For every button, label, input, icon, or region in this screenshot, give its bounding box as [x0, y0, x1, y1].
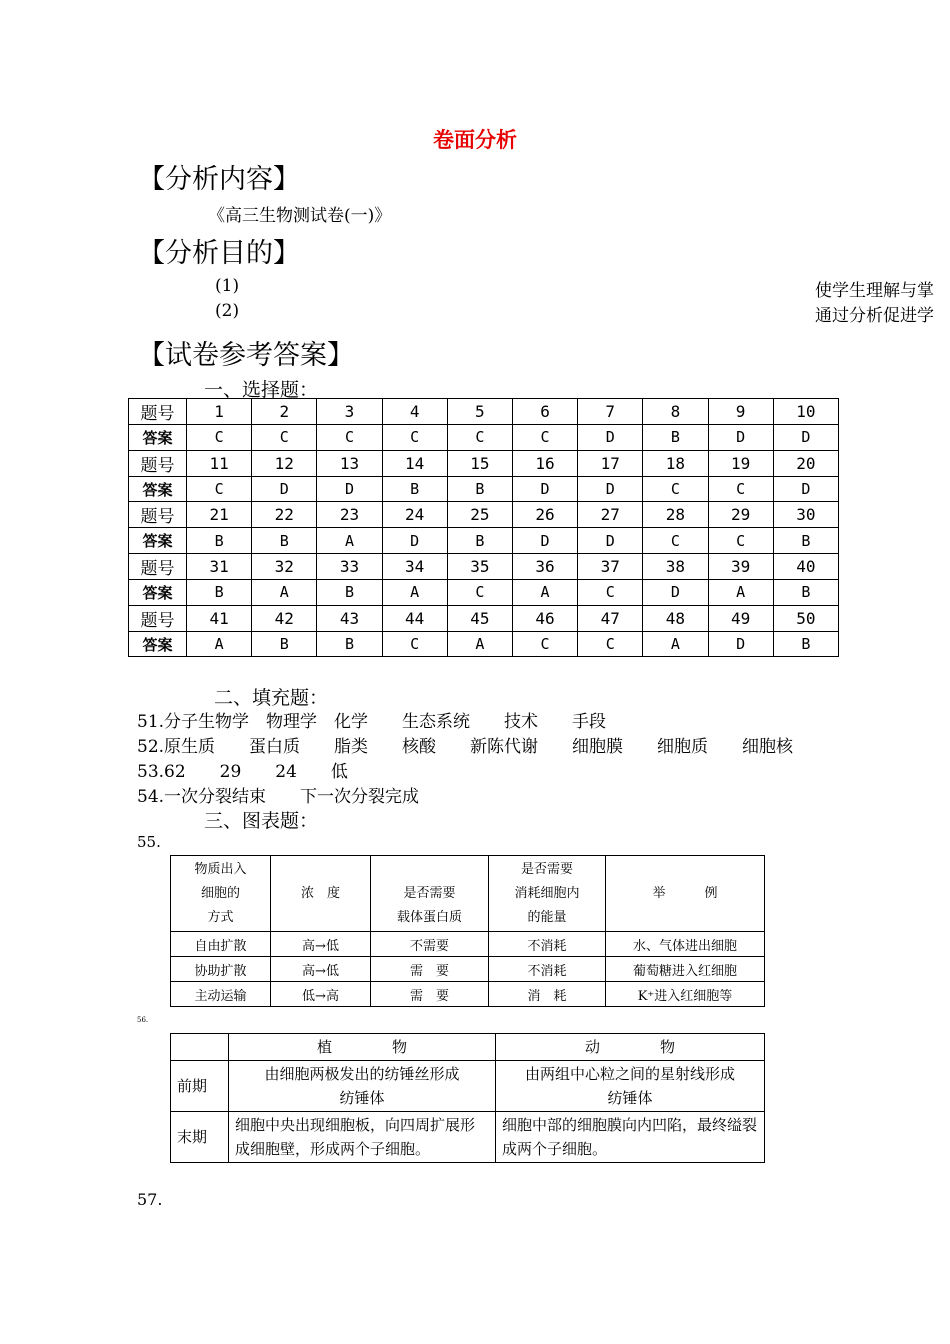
answer-cell: D [512, 528, 577, 554]
answer-row-label: 答案 [129, 476, 187, 502]
header-cell: 植 物 [229, 1034, 496, 1061]
question-cell: 10 [773, 399, 838, 425]
answer-row-label: 答案 [129, 528, 187, 554]
table-header-row [171, 1034, 765, 1061]
question-cell: 30 [773, 502, 838, 528]
answer-cell: D [708, 425, 773, 451]
question-cell: 48 [643, 605, 708, 631]
header-cell: 举 例 [606, 856, 765, 932]
question-cell: 34 [382, 554, 447, 580]
table-cell: 需 要 [371, 982, 489, 1007]
question-cell: 11 [187, 450, 252, 476]
transport-methods-table [170, 855, 765, 1007]
table-cell: 水、气体进出细胞 [606, 932, 765, 957]
question-cell: 29 [708, 502, 773, 528]
question-cell: 37 [578, 554, 643, 580]
answer-row-label: 答案 [129, 425, 187, 451]
answer-cell: C [382, 631, 447, 657]
answer-cell: A [643, 631, 708, 657]
answer-cell: B [643, 425, 708, 451]
question-cell: 2 [252, 399, 317, 425]
fill-answer-53: 53.62 29 24 低 [137, 762, 348, 782]
answer-cell: D [578, 476, 643, 502]
question-cell: 50 [773, 605, 838, 631]
table-cell: 由细胞两极发出的纺锤丝形成 纺锤体 [229, 1061, 496, 1112]
table-cell: 不需要 [371, 932, 489, 957]
answer-cell: B [252, 631, 317, 657]
question-row [129, 450, 839, 476]
answer-cell: B [773, 528, 838, 554]
answer-cell: D [578, 425, 643, 451]
question-cell: 25 [447, 502, 512, 528]
question-row-label: 题号 [129, 554, 187, 580]
answer-cell: A [252, 580, 317, 606]
answer-cell: C [578, 631, 643, 657]
answer-cell: C [317, 425, 382, 451]
question-cell: 21 [187, 502, 252, 528]
fill-answer-51: 51.分子生物学 物理学 化学 生态系统 技术 手段 [137, 712, 607, 732]
question-cell: 6 [512, 399, 577, 425]
answer-cell: C [252, 425, 317, 451]
question-cell: 31 [187, 554, 252, 580]
answer-row-label: 答案 [129, 580, 187, 606]
answer-cell: D [708, 631, 773, 657]
answer-cell: D [317, 476, 382, 502]
table-cell: 不消耗 [489, 957, 606, 982]
table-cell: 高→低 [271, 932, 371, 957]
question-cell: 28 [643, 502, 708, 528]
answer-cell: B [187, 580, 252, 606]
table-row [171, 982, 765, 1007]
answer-cell: A [187, 631, 252, 657]
question-cell: 14 [382, 450, 447, 476]
question-cell: 42 [252, 605, 317, 631]
answer-cell: B [382, 476, 447, 502]
question-cell: 35 [447, 554, 512, 580]
question-row [129, 502, 839, 528]
question-row-label: 题号 [129, 399, 187, 425]
answer-cell: B [773, 580, 838, 606]
content-heading: 【分析内容】 [138, 164, 300, 195]
header-cell: 是否需要 载体蛋白质 [371, 856, 489, 932]
answer-cell: C [187, 476, 252, 502]
question-cell: 39 [708, 554, 773, 580]
multiple-choice-answer-table [128, 398, 839, 657]
question-cell: 5 [447, 399, 512, 425]
content-text: 《高三生物测试卷(一)》 [208, 206, 392, 226]
question-cell: 43 [317, 605, 382, 631]
table-cell: 由两组中心粒之间的星射线形成 纺锤体 [496, 1061, 765, 1112]
answer-cell: B [317, 580, 382, 606]
answer-row [129, 425, 839, 451]
fill-answer-54: 54.一次分裂结束 下一次分裂完成 [137, 787, 420, 807]
table-cell: 需 要 [371, 957, 489, 982]
question-cell: 46 [512, 605, 577, 631]
q56-label: 56. [137, 1016, 149, 1024]
table-cell: 自由扩散 [171, 932, 271, 957]
answer-cell: D [578, 528, 643, 554]
table-cell: 消 耗 [489, 982, 606, 1007]
table-cell: 协助扩散 [171, 957, 271, 982]
table-cell: 主动运输 [171, 982, 271, 1007]
purpose-heading: 【分析目的】 [138, 238, 300, 269]
table-row [171, 1061, 765, 1112]
answer-cell: C [578, 580, 643, 606]
answer-cell: C [708, 476, 773, 502]
answer-row [129, 580, 839, 606]
question-cell: 45 [447, 605, 512, 631]
table-row [171, 932, 765, 957]
answer-cell: A [382, 580, 447, 606]
table-header-row [171, 856, 765, 932]
question-cell: 38 [643, 554, 708, 580]
header-cell: 浓 度 [271, 856, 371, 932]
answer-cell: C [447, 580, 512, 606]
answer-cell: D [252, 476, 317, 502]
question-cell: 24 [382, 502, 447, 528]
answer-cell: C [382, 425, 447, 451]
answer-cell: D [643, 580, 708, 606]
answer-cell: C [187, 425, 252, 451]
answer-row [129, 476, 839, 502]
question-cell: 1 [187, 399, 252, 425]
question-row-label: 题号 [129, 450, 187, 476]
answer-cell: C [708, 528, 773, 554]
mitosis-comparison-table [170, 1033, 765, 1163]
answer-cell: C [447, 425, 512, 451]
question-row-label: 题号 [129, 605, 187, 631]
q55-label: 55. [137, 833, 161, 851]
answer-cell: A [708, 580, 773, 606]
header-cell: 动 物 [496, 1034, 765, 1061]
question-cell: 16 [512, 450, 577, 476]
question-cell: 20 [773, 450, 838, 476]
table-cell: 不消耗 [489, 932, 606, 957]
answer-row-label: 答案 [129, 631, 187, 657]
table-cell: 高→低 [271, 957, 371, 982]
table-cell: 低→高 [271, 982, 371, 1007]
answer-cell: D [382, 528, 447, 554]
question-cell: 12 [252, 450, 317, 476]
q57-label: 57. [137, 1190, 163, 1209]
question-row [129, 399, 839, 425]
table-cell: 细胞中部的细胞膜向内凹陷，最终缢裂成两个子细胞。 [496, 1112, 765, 1163]
purpose-num-1: (1) [215, 276, 240, 296]
answer-cell: A [317, 528, 382, 554]
answer-cell: D [773, 476, 838, 502]
question-cell: 40 [773, 554, 838, 580]
answer-cell: B [317, 631, 382, 657]
question-cell: 33 [317, 554, 382, 580]
header-cell: 是否需要 消耗细胞内 的能量 [489, 856, 606, 932]
answer-cell: B [447, 528, 512, 554]
header-cell [171, 1034, 229, 1061]
question-cell: 19 [708, 450, 773, 476]
question-cell: 49 [708, 605, 773, 631]
question-cell: 23 [317, 502, 382, 528]
answer-cell: A [512, 580, 577, 606]
question-cell: 26 [512, 502, 577, 528]
header-cell: 物质出入 细胞的 方式 [171, 856, 271, 932]
question-cell: 9 [708, 399, 773, 425]
question-cell: 13 [317, 450, 382, 476]
question-cell: 15 [447, 450, 512, 476]
answer-cell: C [643, 528, 708, 554]
fill-answer-52: 52.原生质 蛋白质 脂类 核酸 新陈代谢 细胞膜 细胞质 细胞核 [137, 737, 794, 757]
answer-row [129, 528, 839, 554]
question-cell: 7 [578, 399, 643, 425]
answer-cell: D [773, 425, 838, 451]
answer-cell: D [512, 476, 577, 502]
table-cell: 细胞中央出现细胞板，向四周扩展形成细胞壁，形成两个子细胞。 [229, 1112, 496, 1163]
row-label-cell: 前期 [171, 1061, 229, 1112]
answer-cell: C [643, 476, 708, 502]
table-cell: K⁺进入红细胞等 [606, 982, 765, 1007]
question-cell: 32 [252, 554, 317, 580]
answer-cell: B [447, 476, 512, 502]
purpose-num-2: (2) [215, 301, 240, 321]
table-row [171, 957, 765, 982]
question-cell: 44 [382, 605, 447, 631]
question-row-label: 题号 [129, 502, 187, 528]
page-title: 卷面分析 [433, 127, 517, 152]
question-row [129, 605, 839, 631]
part3-title: 三、图表题： [204, 810, 319, 832]
question-cell: 22 [252, 502, 317, 528]
table-cell: 葡萄糖进入红细胞 [606, 957, 765, 982]
answer-cell: A [447, 631, 512, 657]
question-cell: 47 [578, 605, 643, 631]
question-cell: 27 [578, 502, 643, 528]
table-row [171, 1112, 765, 1163]
answer-cell: C [512, 631, 577, 657]
question-cell: 3 [317, 399, 382, 425]
answer-cell: C [512, 425, 577, 451]
question-cell: 18 [643, 450, 708, 476]
question-cell: 36 [512, 554, 577, 580]
question-cell: 17 [578, 450, 643, 476]
row-label-cell: 末期 [171, 1112, 229, 1163]
question-cell: 8 [643, 399, 708, 425]
answer-cell: B [187, 528, 252, 554]
question-row [129, 554, 839, 580]
question-cell: 41 [187, 605, 252, 631]
answer-cell: B [252, 528, 317, 554]
answers-heading: 【试卷参考答案】 [138, 340, 354, 371]
purpose-text-1: 使学生理解与掌 [815, 281, 934, 301]
part2-title: 二、填充题： [214, 687, 329, 709]
answer-row [129, 631, 839, 657]
question-cell: 4 [382, 399, 447, 425]
answer-cell: B [773, 631, 838, 657]
part1-title: 一、选择题： [204, 379, 319, 401]
purpose-text-2: 通过分析促进学 [815, 306, 934, 326]
